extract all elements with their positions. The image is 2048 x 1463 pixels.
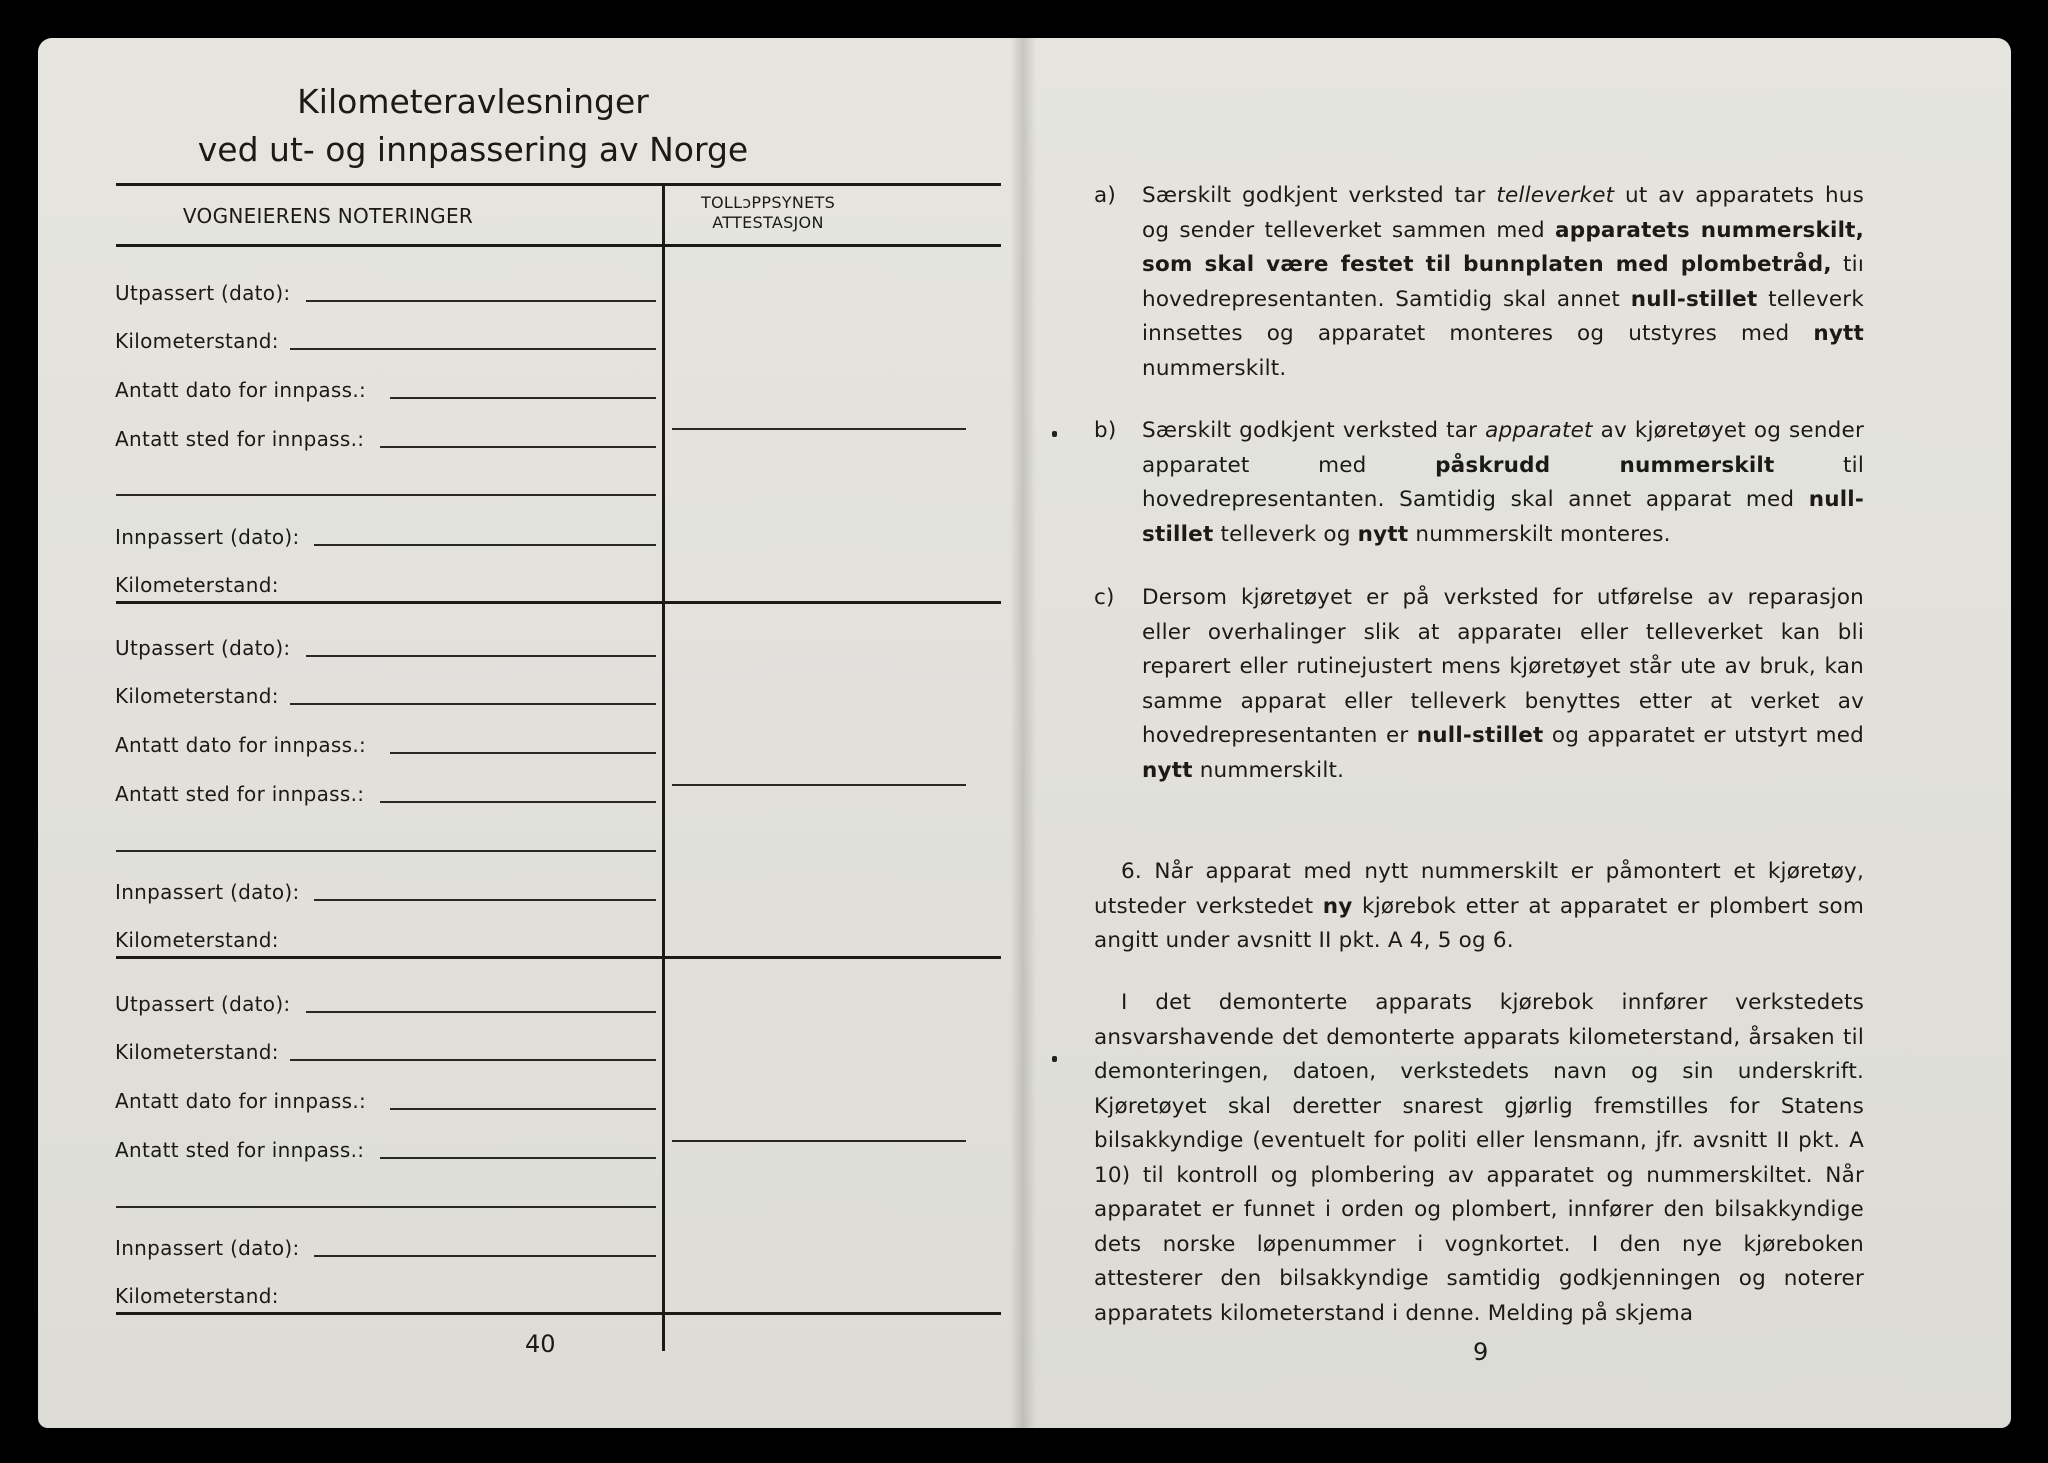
fill-line[interactable] [290,1059,656,1061]
fill-line[interactable] [390,1108,656,1110]
left-page [38,38,1023,1428]
fill-line[interactable] [290,348,656,350]
binding-mark [1052,431,1057,437]
fill-line[interactable] [314,899,656,901]
col-header-owner: VOGNEIERENS NOTERINGER [182,204,474,228]
customs-fill-line[interactable] [672,784,966,786]
label-innpassert: Innpassert (dato): [115,1236,300,1260]
label-kilometerstand: Kilometerstand: [115,573,279,597]
closing-paragraph [1094,986,1864,1331]
label-antatt-sted: Antatt sted for innpass.: [115,1138,365,1162]
col-header-customs [643,193,893,233]
table-top-rule [116,183,1001,186]
col-header-customs-line1: TOLLɔPPSYNETS [700,193,836,212]
item-a-text: Særskilt godkjent verksted tar telleverket ut av apparatets hus og sender telleverket sammen med apparatets nummerskilt, som skal være festet til bunnplaten med plombetråd, tiı hovedrepresentanten. Samtidig skal annet null-stillet telleverk innsettes og apparatet monteres og utstyres med nytt nummerskilt. [1142,183,1865,381]
booklet-spread [38,38,2011,1428]
fill-line[interactable] [380,1157,656,1159]
label-antatt-dato: Antatt dato for innpass.: [115,733,367,757]
fill-line-blank[interactable] [116,850,656,852]
item-c-text: Dersom kjøretøyet er på verksted for utførelse av reparasjon eller overhalinger slik at apparateı eller telleverket kan bli reparert eller rutinejustert mens kjøretøyet står ute av bruk, kan samme apparat eller telleverk benyttes etter at verket av hovedrepresentanten er null-stillet og apparatet er utstyrt med nytt nummerskilt. [1142,585,1865,783]
label-antatt-sted: Antatt sted for innpass.: [115,782,365,806]
binding-mark [1052,1056,1057,1062]
fill-line[interactable] [314,544,656,546]
page-number-left: 40 [525,1330,556,1358]
header-bottom-rule [116,244,1001,247]
block-separator [116,956,1001,959]
label-kilometerstand: Kilometerstand: [115,329,279,353]
label-utpassert: Utpassert (dato): [115,992,291,1016]
block-separator [116,601,1001,604]
label-utpassert: Utpassert (dato): [115,636,291,660]
fill-line[interactable] [390,397,656,399]
item-b-text: Særskilt godkjent verksted tar apparatet av kjøretøyet og sender apparatet med påskrudd nummerskilt til hovedrepresentanten. Samtidig skal annet apparat med null-stillet telleverk og nytt nummerskilt monteres. [1142,418,1864,547]
section-6 [1094,855,1864,959]
closing-paragraph-text: I det demonterte apparats kjørebok innfører verkstedets ansvarshavende det demonterte apparats kilometerstand, årsaken til demonteringen, datoen, verkstedets navn og sin underskrift. Kjøretøyet skal deretter snarest gjørlig fremstilles for Statens bilsakkyndige (eventuelt for politi eller lensmann, jfr. avsnitt II pkt. A 10) til kontroll og plombering av apparatet og nummerskiltet. Når apparatet er funnet i orden og plombert, innfører den bilsakkyndige dets norske løpenummer i vognkortet. I den nye kjøreboken attesterer den bilsakkyndige samtidig godkjenningen og noterer apparatets kilometerstand i denne. Melding på skjema [1094,990,1864,1326]
label-kilometerstand: Kilometerstand: [115,1284,279,1308]
title-line-1: Kilometeravlesninger [297,82,649,121]
fill-line[interactable] [380,801,656,803]
column-divider [662,183,665,1351]
label-antatt-dato: Antatt dato for innpass.: [115,378,367,402]
label-kilometerstand: Kilometerstand: [115,684,279,708]
customs-fill-line[interactable] [672,428,966,430]
item-b [1094,414,1864,552]
item-c [1094,581,1865,788]
item-marker: c) [1094,585,1115,610]
fill-line[interactable] [306,655,656,657]
label-antatt-dato: Antatt dato for innpass.: [115,1089,367,1113]
label-innpassert: Innpassert (dato): [115,880,300,904]
page-number-right: 9 [1473,1338,1489,1366]
section-6-text: 6. Når apparat med nytt nummerskilt er påmontert et kjøretøy, utsteder verkstedet ny kjørebok etter at apparatet er plombert som angitt under avsnitt II pkt. A 4, 5 og 6. [1094,859,1864,953]
page-title [38,78,908,174]
label-kilometerstand: Kilometerstand: [115,928,279,952]
label-innpassert: Innpassert (dato): [115,525,300,549]
label-utpassert: Utpassert (dato): [115,281,291,305]
book-gutter [1010,38,1036,1428]
fill-line-blank[interactable] [116,494,656,496]
fill-line[interactable] [390,752,656,754]
item-a [1094,179,1865,386]
fill-line[interactable] [306,1011,656,1013]
item-marker: a) [1094,183,1116,208]
col-header-customs-line2: ATTESTASJON [712,213,824,232]
customs-fill-line[interactable] [672,1140,966,1142]
fill-line[interactable] [314,1255,656,1257]
right-page [1023,38,2011,1428]
fill-line-blank[interactable] [116,1206,656,1208]
label-antatt-sted: Antatt sted for innpass.: [115,427,365,451]
fill-line[interactable] [306,300,656,302]
item-marker: b) [1094,418,1117,443]
fill-line[interactable] [380,446,656,448]
table-bottom-rule [116,1312,1001,1315]
title-line-2: ved ut- og innpassering av Norge [197,130,749,169]
label-kilometerstand: Kilometerstand: [115,1040,279,1064]
fill-line[interactable] [290,703,656,705]
